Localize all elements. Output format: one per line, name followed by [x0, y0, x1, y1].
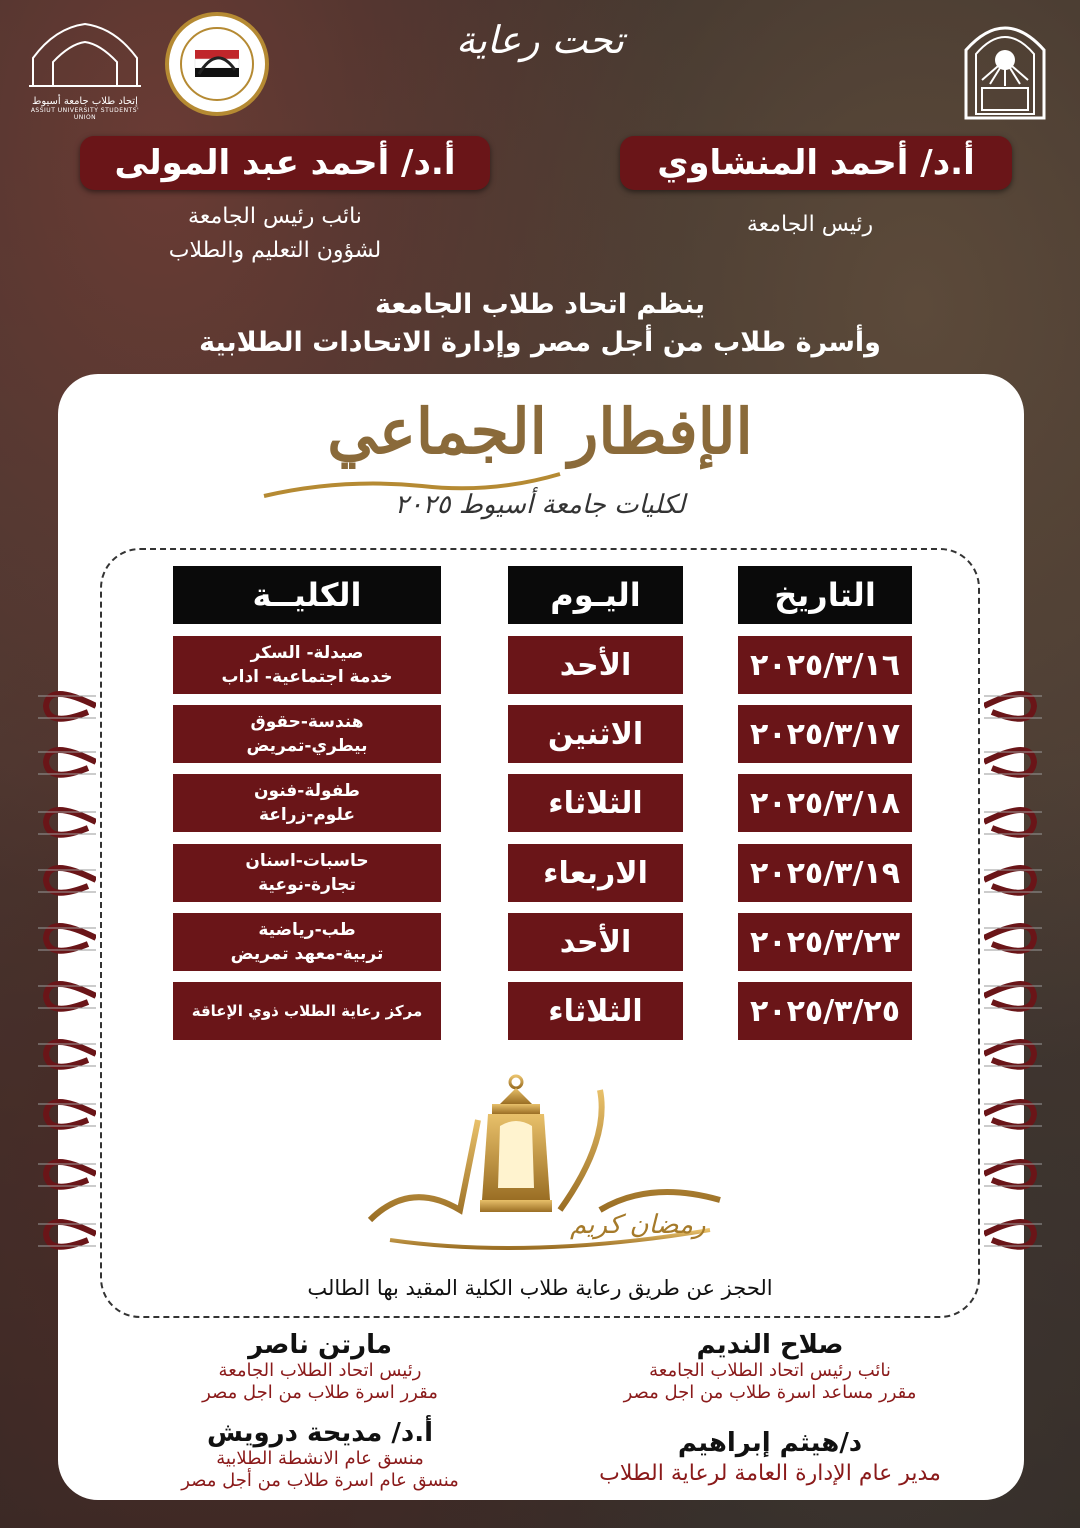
row-4-date: ٢٠٢٥/٣/١٩ — [738, 844, 912, 902]
spiral-ring-icon — [38, 914, 96, 962]
signature-role: منسق عام اسرة طلاب من أجل مصر — [181, 1470, 459, 1491]
vice-president-role-line1: نائب رئيس الجامعة — [188, 204, 362, 229]
organizer-line1: ينظم اتحاد طلاب الجامعة — [374, 289, 706, 320]
signature-role: مقرر اسرة طلاب من اجل مصر — [202, 1382, 438, 1403]
spiral-ring-icon — [38, 972, 96, 1020]
spiral-ring-icon — [38, 738, 96, 786]
row-5-faculty-line2: تربية-معهد تمريض — [230, 944, 384, 964]
spiral-ring-icon — [984, 738, 1042, 786]
university-gate-icon — [960, 10, 1050, 122]
header-date: التاريخ — [738, 566, 912, 624]
spiral-ring-icon — [38, 856, 96, 904]
row-2-faculty-line2: بيطري-تمريض — [246, 736, 368, 756]
row-4-faculty-line2: تجارة-نوعية — [258, 875, 356, 895]
vice-president-name: أ.د/ أحمد عبد المولى — [80, 136, 490, 190]
row-3-day: الثلاثاء — [508, 774, 683, 832]
row-4-faculty-line1: حاسبات-اسنان — [245, 851, 369, 871]
row-1-faculty — [173, 636, 441, 694]
signature-role: مدير عام الإدارة العامة لرعاية الطلاب — [599, 1461, 941, 1486]
signature-right-bottom — [560, 1428, 980, 1490]
student-union-logo — [20, 18, 150, 121]
signature-name: د/هيثم إبراهيم — [677, 1428, 863, 1458]
signature-name: أ.د/ مديحة درويش — [206, 1418, 434, 1448]
row-1-day: الأحد — [508, 636, 683, 694]
header-faculty: الكليــة — [173, 566, 441, 624]
spiral-ring-icon — [984, 682, 1042, 730]
spiral-ring-icon — [38, 798, 96, 846]
row-6-faculty-line1: مركز رعاية الطلاب ذوي الإعاقة — [191, 1002, 423, 1020]
booking-note: الحجز عن طريق رعاية طلاب الكلية المقيد بها الطالب — [307, 1276, 773, 1300]
row-6-day: الثلاثاء — [508, 982, 683, 1040]
union-logo-text: إتحاد طلاب جامعة أسيوط — [32, 96, 138, 107]
organizer-line2: وأسرة طلاب من أجل مصر وإدارة الاتحادات الطلابية — [199, 327, 881, 358]
seal-emblem-icon — [177, 24, 257, 104]
row-1-faculty-line2: خدمة اجتماعية- اداب — [221, 667, 393, 687]
row-6-faculty — [173, 982, 441, 1040]
signature-role: مقرر مساعد اسرة طلاب من اجل مصر — [623, 1382, 917, 1403]
egypt-students-seal — [165, 12, 269, 116]
spiral-ring-icon — [984, 914, 1042, 962]
event-title: الإفطار الجماعي — [327, 395, 753, 468]
row-2-date: ٢٠٢٥/٣/١٧ — [738, 705, 912, 763]
row-1-date: ٢٠٢٥/٣/١٦ — [738, 636, 912, 694]
signature-left-top — [150, 1330, 490, 1404]
spiral-ring-icon — [984, 1090, 1042, 1138]
spiral-ring-icon — [984, 798, 1042, 846]
vice-president-role — [120, 200, 430, 268]
spiral-ring-icon — [984, 1030, 1042, 1078]
ramadan-kareem-graphic — [350, 1060, 740, 1260]
signature-left-bottom — [140, 1418, 500, 1492]
row-2-day: الاثنين — [508, 705, 683, 763]
president-name: أ.د/ أحمد المنشاوي — [620, 136, 1012, 190]
assiut-university-logo — [960, 10, 1050, 122]
header-day: اليـوم — [508, 566, 683, 624]
spiral-ring-icon — [984, 856, 1042, 904]
organizer-text — [100, 286, 980, 362]
row-2-faculty-line1: هندسة-حقوق — [250, 712, 364, 732]
row-3-date: ٢٠٢٥/٣/١٨ — [738, 774, 912, 832]
spiral-ring-icon — [984, 1150, 1042, 1198]
spiral-ring-icon — [984, 972, 1042, 1020]
row-2-faculty — [173, 705, 441, 763]
row-3-faculty-line2: علوم-زراعة — [258, 805, 356, 825]
spiral-ring-icon — [984, 1210, 1042, 1258]
ramadan-kareem-text: رمضان كريم — [570, 1210, 706, 1240]
row-5-faculty — [173, 913, 441, 971]
dome-icon — [25, 18, 145, 88]
vice-president-role-line2: لشؤون التعليم والطلاب — [168, 238, 382, 263]
signature-right-top — [570, 1330, 970, 1404]
spiral-ring-icon — [38, 1030, 96, 1078]
spiral-ring-icon — [38, 1150, 96, 1198]
row-4-day: الاربعاء — [508, 844, 683, 902]
row-3-faculty-line1: طفولة-فنون — [254, 781, 360, 801]
row-3-faculty — [173, 774, 441, 832]
event-subtitle: لكليات جامعة أسيوط ٢٠٢٥ — [394, 490, 686, 520]
union-logo-en: ASSIUT UNIVERSITY STUDENTS' UNION — [30, 107, 140, 121]
spiral-ring-icon — [38, 1210, 96, 1258]
spiral-ring-icon — [38, 1090, 96, 1138]
row-1-faculty-line1: صيدلة- السكر — [250, 643, 364, 663]
signature-name: مارتن ناصر — [248, 1330, 392, 1360]
spiral-ring-icon — [38, 682, 96, 730]
row-5-faculty-line1: طب-رياضية — [258, 920, 356, 940]
signature-name: صلاح النديم — [696, 1330, 844, 1360]
signature-role: نائب رئيس اتحاد الطلاب الجامعة — [649, 1360, 891, 1381]
row-5-date: ٢٠٢٥/٣/٢٣ — [738, 913, 912, 971]
signature-role: منسق عام الانشطة الطلابية — [216, 1448, 424, 1469]
signature-role: رئيس اتحاد الطلاب الجامعة — [218, 1360, 422, 1381]
row-6-date: ٢٠٢٥/٣/٢٥ — [738, 982, 912, 1040]
sponsorship-title: تحت رعاية — [455, 18, 625, 62]
president-role: رئيس الجامعة — [746, 212, 874, 237]
row-4-faculty — [173, 844, 441, 902]
row-5-day: الأحد — [508, 913, 683, 971]
